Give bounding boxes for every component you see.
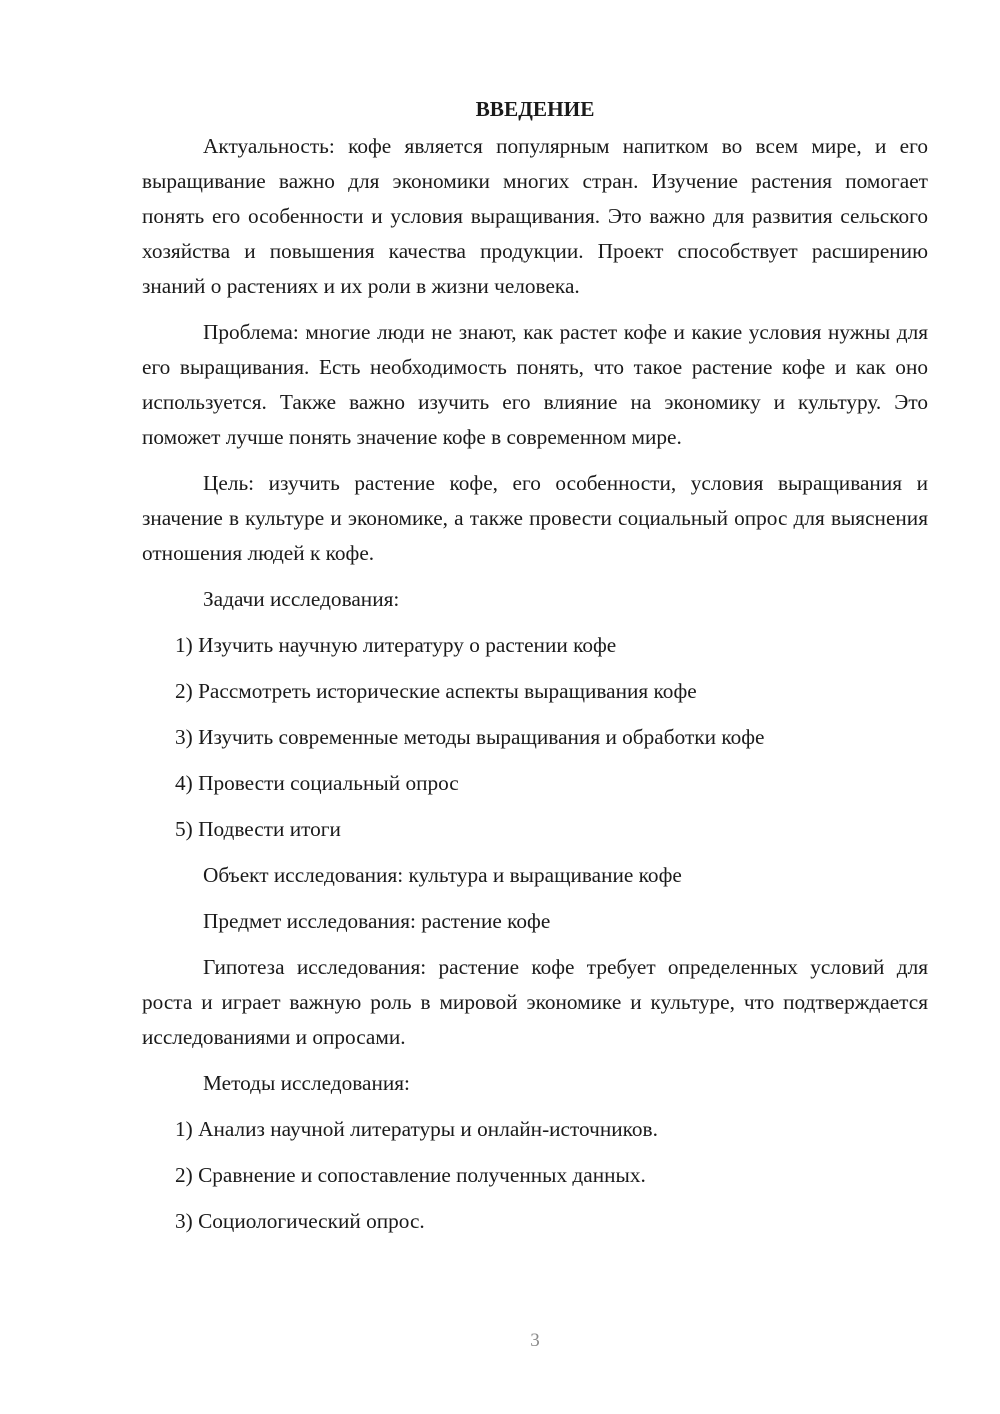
list-item: 1) Изучить научную литературу о растении кофе [175,633,617,657]
relevance-paragraph: Актуальность: кофе является популярным напитком во всем мире, и его выращивание важно для экономики многих стран. Изучение растения помогает понять его особенности и условия выращивания. Это важно для развития сельского хозяйства и повышения качества продукции. Проект способствует расширению знаний о растениях и их роли в жизни человека. [142,134,928,298]
methods-list [142,1112,928,1239]
list-item: 2) Сравнение и сопоставление полученных данных. [175,1163,646,1187]
list-item: 1) Анализ научной литературы и онлайн-источников. [175,1117,658,1141]
object-paragraph: Объект исследования: культура и выращивание кофе [203,863,682,887]
tasks-heading: Задачи исследования: [203,587,400,611]
page-title: ВВЕДЕНИЕ [475,97,595,121]
list-item: 3) Изучить современные методы выращивания и обработки кофе [175,725,765,749]
page-number: 3 [530,1330,540,1351]
hypothesis-paragraph: Гипотеза исследования: растение кофе требует определенных условий для роста и играет важную роль в мировой экономике и культуре, что подтверждается исследованиями и опросами. [142,955,928,1049]
list-item: 2) Рассмотреть исторические аспекты выращивания кофе [175,679,697,703]
tasks-list [142,628,928,847]
document-page [142,92,928,1250]
list-item: 5) Подвести итоги [175,817,341,841]
subject-paragraph: Предмет исследования: растение кофе [203,909,551,933]
goal-paragraph: Цель: изучить растение кофе, его особенности, условия выращивания и значение в культуре и экономике, а также провести социальный опрос для выяснения отношения людей к кофе. [142,471,928,565]
methods-heading: Методы исследования: [203,1071,410,1095]
list-item: 4) Провести социальный опрос [175,771,459,795]
problem-paragraph: Проблема: многие люди не знают, как растет кофе и какие условия нужны для его выращивания. Есть необходимость понять, что такое растение кофе и как оно используется. Также важно изучить его влияние на экономику и культуру. Это поможет лучше понять значение кофе в современном мире. [142,320,928,449]
list-item: 3) Социологический опрос. [175,1209,425,1233]
